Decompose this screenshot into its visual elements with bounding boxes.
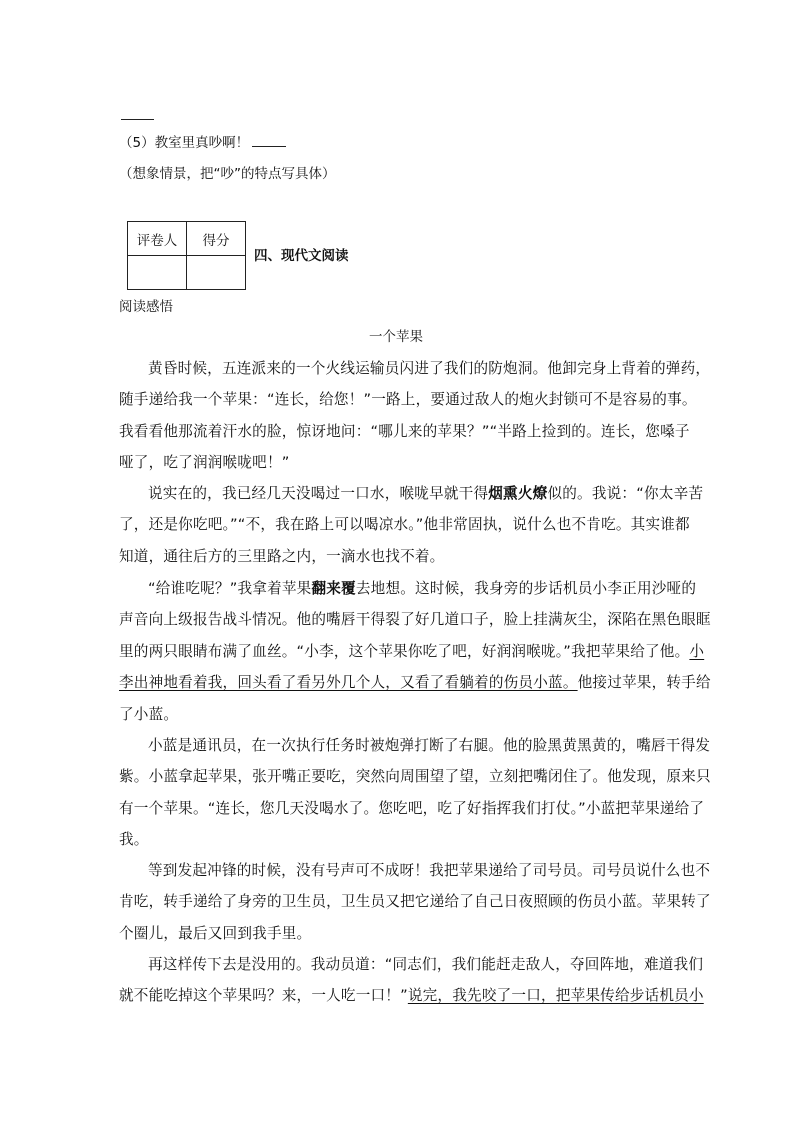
paragraph-line: 肯吃，转手递给了身旁的卫生员，卫生员又把它递给了自己日夜照顾的伤员小蓝。苹果转了 xyxy=(119,893,711,911)
paragraph-line: 我看看他那流着汗水的脸，惊讶地问：“哪儿来的苹果？”“半路上捡到的。连长，您嗓子 xyxy=(119,422,690,440)
paragraph-line: 再这样传下去是没用的。我动员道：“同志们，我们能赶走敌人，夺回阵地，难道我们 xyxy=(148,956,704,973)
paragraph-line: 了，还是你吃吧。”“不，我在路上可以喝凉水。”他非常固执，说什么也不肯吃。其实谁都 xyxy=(119,516,690,534)
paragraph-line xyxy=(119,573,697,604)
paragraph-line: 知道，通往后方的三里路之内，一滴水也找不着。 xyxy=(119,547,445,565)
reviewer-cell xyxy=(128,256,187,290)
answer-blank-line xyxy=(121,119,154,120)
text-segment: 里的两只眼睛布满了血丝。“小李，这个苹果你吃了吧，好润润喉咙。”我把苹果给了他。 xyxy=(119,642,690,660)
score-header: 得分 xyxy=(187,222,246,256)
paragraph-line: 声音向上级报告战斗情况。他的嘴唇干得裂了好几道口子，脸上挂满灰尘，深陷在黑色眼眶 xyxy=(119,611,711,629)
score-table xyxy=(127,221,246,290)
underlined-sentence: 说完，我先咬了一口，把苹果传给步话机员小 xyxy=(407,987,704,1005)
paragraph-line xyxy=(119,636,705,667)
text-segment: 就不能吃掉这个苹果吗？来，一人吃一口！” xyxy=(119,987,408,1005)
paragraph-6 xyxy=(119,949,704,1012)
reviewer-header: 评卷人 xyxy=(128,222,187,256)
question-5-hint: （想象情景，把“吵”的特点写具体） xyxy=(119,166,336,182)
paragraph-line: 紫。小蓝拿起苹果，张开嘴正要吃，突然向周围望了望，立刻把嘴闭住了。他发现，原来只 xyxy=(119,768,711,786)
section-subtitle: 阅读感悟 xyxy=(119,299,173,315)
text-segment: “给谁吃呢？”我拿着苹果 xyxy=(148,580,312,597)
paragraph-line: 小蓝是通讯员，在一次执行任务时被炮弹打断了右腿。他的脸黑黄黑黄的，嘴唇干得发 xyxy=(148,737,711,754)
paragraph-line: 了小蓝。 xyxy=(119,705,179,723)
underlined-sentence: 李出神地看着我，回头看了看另外几个人，又看了看躺着的伤员小蓝。 xyxy=(119,674,578,692)
paragraph-line xyxy=(119,478,704,509)
paragraph-line: 个圈儿，最后又回到我手里。 xyxy=(119,924,312,942)
question-5 xyxy=(119,133,286,153)
paragraph-line: 等到发起冲锋的时候，没有号声可不成呀！我把苹果递给了司号员。司号员说什么也不 xyxy=(148,862,711,879)
paragraph-line xyxy=(119,667,711,698)
paragraph-5 xyxy=(119,855,711,949)
article-title: 一个苹果 xyxy=(369,329,423,345)
paragraph-line: 我。 xyxy=(119,831,149,849)
underlined-sentence: 小 xyxy=(689,642,705,660)
answer-blank xyxy=(252,133,286,147)
bold-phrase: 翻来覆 xyxy=(311,580,356,597)
paragraph-4 xyxy=(119,730,711,856)
paragraph-1 xyxy=(119,353,711,479)
question-5-label: （5）教室里真吵啊！ xyxy=(119,135,250,151)
score-cell xyxy=(187,256,246,290)
paragraph-line: 有一个苹果。“连长，您几天没喝水了。您吃吧，吃了好指挥我们打仗。”小蓝把苹果递给了 xyxy=(119,799,705,817)
text-segment: 似的。我说：“你太辛苦 xyxy=(547,485,704,502)
text-segment: 去地想。这时候，我身旁的步话机员小李正用沙哑的 xyxy=(355,580,697,597)
text-segment: 他接过苹果，转手给 xyxy=(577,674,711,692)
paragraph-3 xyxy=(119,573,711,730)
section-title: 四、现代文阅读 xyxy=(254,248,349,264)
text-segment: 说实在的，我已经几天没喝过一口水，喉咙早就干得 xyxy=(148,485,489,502)
bold-phrase: 烟熏火燎 xyxy=(488,485,548,502)
paragraph-line xyxy=(119,980,704,1011)
paragraph-2 xyxy=(119,478,704,572)
paragraph-line: 哑了，吃了润润喉咙吧！” xyxy=(119,454,290,472)
paragraph-line: 随手递给我一个苹果：“连长，给您！”一路上，要通过敌人的炮火封锁可不是容易的事。 xyxy=(119,391,697,409)
paragraph-line: 黄昏时候，五连派来的一个火线运输员闪进了我们的防炮洞。他卸完身上背着的弹药， xyxy=(148,360,711,377)
